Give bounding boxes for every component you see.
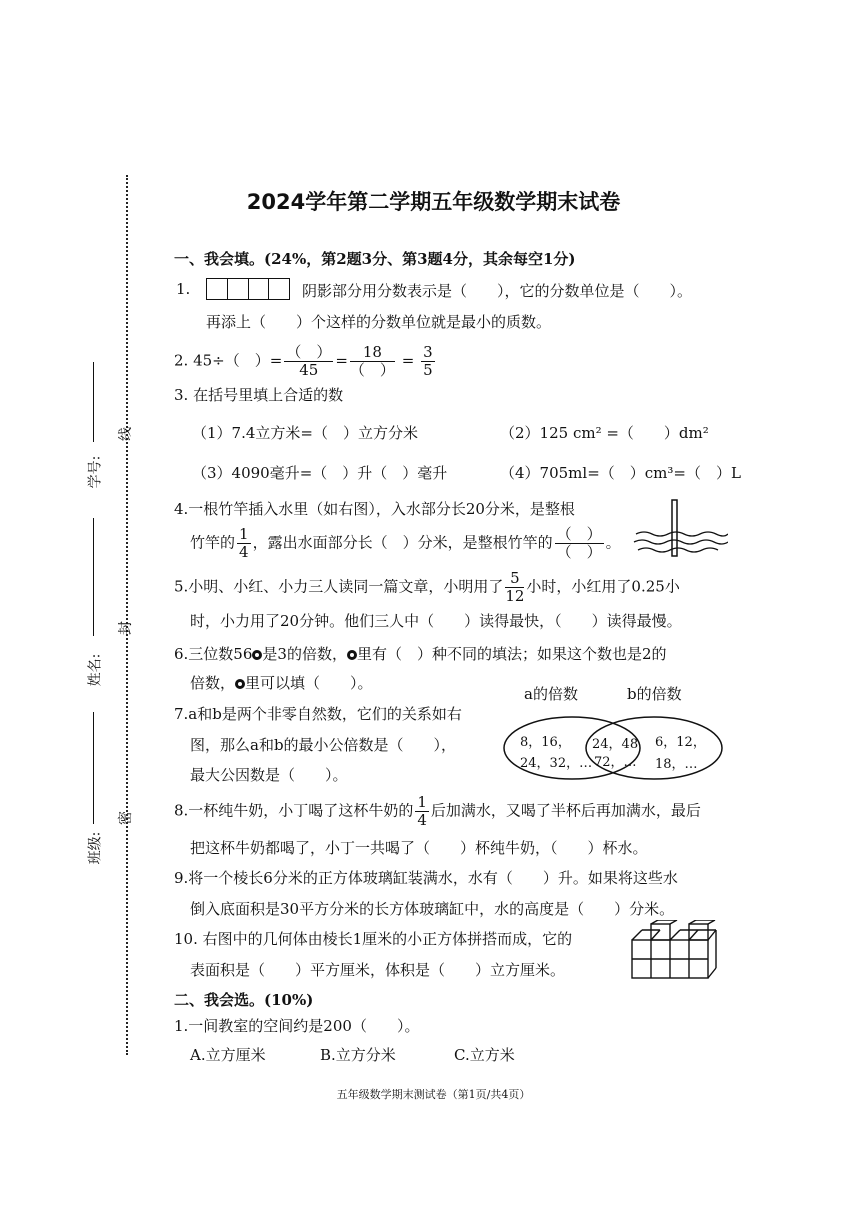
q3-part3: （3）4090毫升=（ ）升（ ）毫升 [192, 464, 448, 482]
q3-part4: （4）705ml=（ ）cm³=（ ）L [500, 464, 741, 482]
q3-heading: 3. 在括号里填上合适的数 [174, 386, 344, 404]
binding-dotted-line [126, 175, 128, 1055]
q2-fraction2: $\frac{18}{( )}$ [349, 343, 395, 379]
seal-char-secret: 密 [118, 811, 134, 825]
venn-label-b: b的倍数 [627, 685, 682, 703]
seal-char-line: 线 [118, 427, 134, 441]
cube-solid-figure [628, 920, 720, 982]
q3-part1: （1）7.4立方米=（ ）立方分米 [192, 424, 418, 442]
q1-line2: 再添上（ ）个这样的分数单位就是最小的质数。 [206, 313, 552, 331]
page-title: 2024学年第二学期五年级数学期末试卷 [246, 190, 621, 214]
venn-left-2: 24，32，… [520, 756, 593, 771]
q1-number: 1. [176, 280, 191, 298]
s2-q1-option-b: B.立方分米 [320, 1046, 396, 1064]
q9-line1: 9.将一个棱长6分米的正方体玻璃缸装满水，水有（ ）升。如果将这些水 [174, 869, 678, 887]
q5-line1: 5.小明、小红、小力三人读同一篇文章，小明用了 $\frac{5}{12}$ 小时，小红用了0.25小 [174, 569, 680, 605]
q2-fraction1: $\frac{( )}{45}$ [286, 343, 332, 379]
q7-line3: 最大公因数是（ ）。 [190, 766, 348, 784]
seal-char-seal: 封 [118, 621, 134, 635]
section2-heading: 二、我会选。(10%) [174, 991, 314, 1009]
q8-line2: 把这杯牛奶都喝了，小丁一共喝了（ ）杯纯牛奶，（ ）杯水。 [190, 839, 648, 857]
s2-q1-option-a: A.立方厘米 [190, 1046, 266, 1064]
q6-line2: 倍数， 里可以填（ ）。 [190, 674, 373, 692]
q1-line1: 阴影部分用分数表示是（ ），它的分数单位是（ ）。 [302, 282, 693, 300]
name-label: 姓名: [87, 653, 104, 687]
q2-fraction3: $\frac{3}{5}$ [423, 343, 433, 379]
q7-line2: 图，那么a和b的最小公倍数是（ ）， [190, 736, 457, 754]
venn-mid-1: 24，48 [592, 737, 639, 752]
q7-line1: 7.a和b是两个非零自然数，它们的关系如右 [174, 705, 462, 723]
q8-line1: 8.一杯纯牛奶，小丁喝了这杯牛奶的 $\frac{1}{4}$ 后加满水，又喝了半杯后再加满水，最后 [174, 793, 701, 829]
venn-label-a: a的倍数 [524, 685, 578, 703]
venn-right-2: 18，… [655, 757, 698, 772]
blank-circle-icon [252, 650, 262, 660]
q10-line2: 表面积是（ ）平方厘米，体积是（ ）立方厘米。 [190, 961, 566, 979]
q4-line1: 4.一根竹竿插入水里（如右图），入水部分长20分米，是整根 [174, 500, 575, 518]
s2-q1: 1.一间教室的空间约是200（ ）。 [174, 1017, 420, 1035]
shaded-fraction-figure [206, 278, 290, 300]
venn-right-1: 6，12， [655, 735, 706, 750]
q2: 2. 45÷（ ）= $\frac{( )}{45}$ = $\frac{18}{( )}$ = $\frac{3}{5}$ [174, 343, 433, 379]
student-no-label: 学号: [87, 455, 104, 489]
s2-q1-option-c: C.立方米 [454, 1046, 515, 1064]
bamboo-water-figure [632, 498, 728, 560]
page-footer: 五年级数学期末测试卷（第1页/共4页） [336, 1088, 531, 1101]
class-label: 班级: [87, 831, 104, 865]
q6-line1: 6.三位数56 是3的倍数， 里有（ ）种不同的填法；如果这个数也是2的 [174, 645, 667, 663]
q3-part2: （2）125 cm² =（ ）dm² [500, 424, 709, 442]
q4-line2: 竹竿的 $\frac{1}{4}$ ，露出水面部分长（ ）分米，是整根竹竿的 $\frac{( )}{( )}$ 。 [190, 525, 621, 561]
venn-mid-2: 72，… [594, 755, 637, 770]
venn-left-1: 8，16， [520, 735, 571, 750]
student-no-line [93, 362, 94, 442]
blank-circle-icon [347, 650, 357, 660]
q5-line2: 时，小力用了20分钟。他们三人中（ ）读得最快，（ ）读得最慢。 [190, 612, 682, 630]
blank-circle-icon [235, 679, 245, 689]
section1-heading: 一、我会填。(24%，第2题3分、第3题4分，其余每空1分) [174, 250, 576, 268]
q9-line2: 倒入底面积是30平方分米的长方体玻璃缸中，水的高度是（ ）分米。 [190, 900, 675, 918]
name-line [93, 518, 94, 636]
q10-line1: 10. 右图中的几何体由棱长1厘米的小正方体拼搭而成，它的 [174, 930, 573, 948]
class-line [93, 712, 94, 824]
